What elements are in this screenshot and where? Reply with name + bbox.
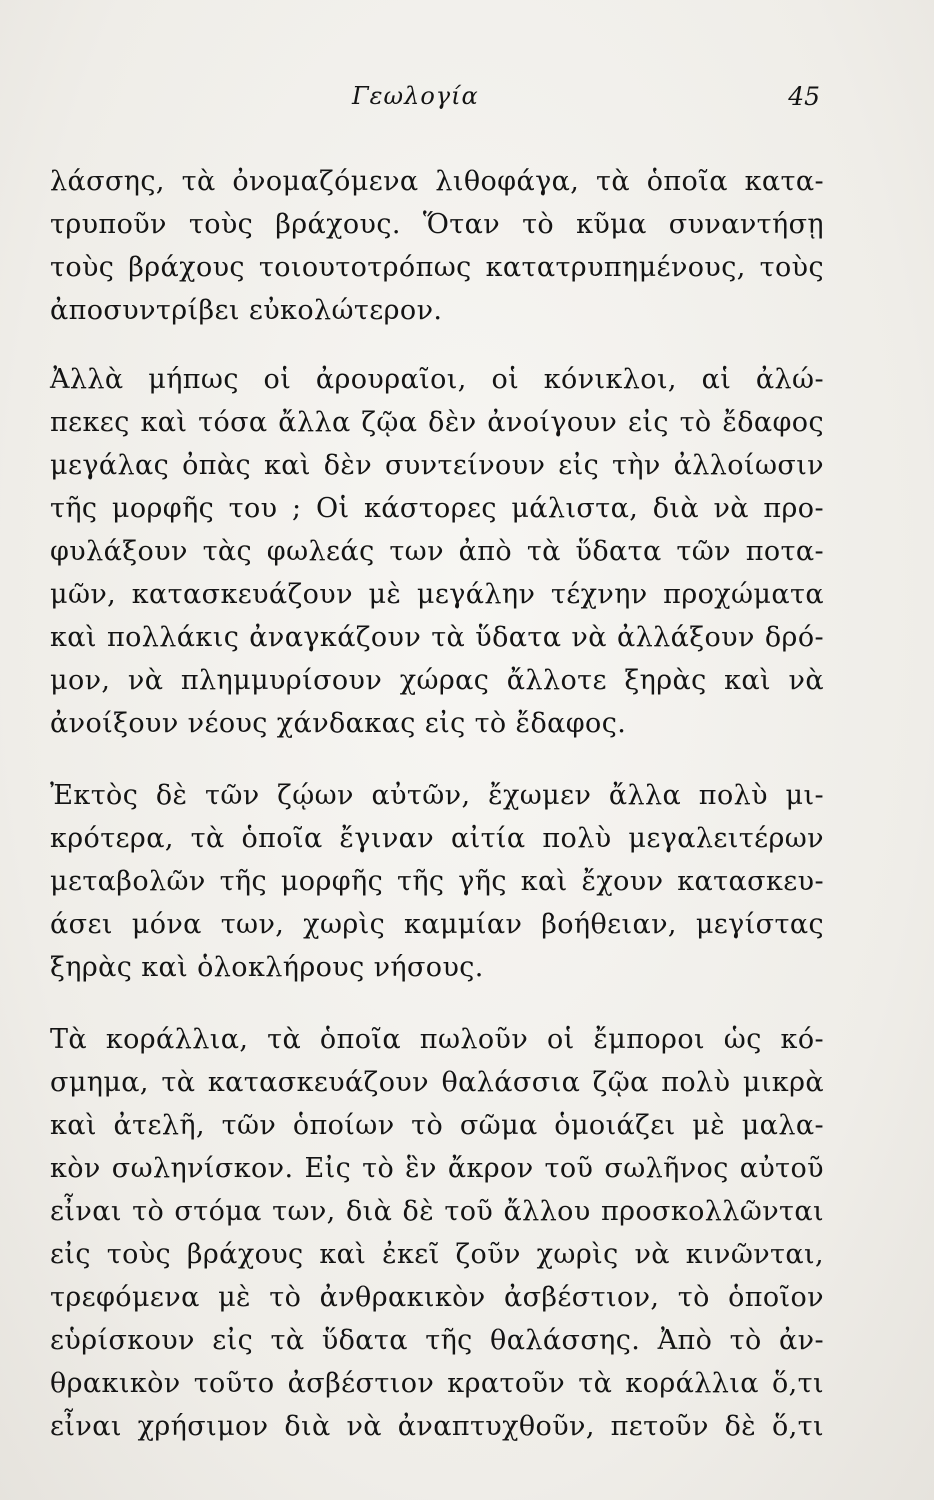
body-text	[50, 160, 824, 1448]
paragraph	[50, 774, 824, 989]
text-line: εὑρίσκουν εἰς τὰ ὕδατα τῆς θαλάσσης. Ἀπὸ τὸ ἀν-	[50, 1325, 824, 1356]
paragraph-gap	[50, 745, 824, 774]
text-line: λάσσης, τὰ ὀνομαζόμενα λιθοφάγα, τὰ ὁποῖα κατα-	[50, 166, 824, 197]
text-line: τρεφόμενα μὲ τὸ ἀνθρακικὸν ἀσβέστιον, τὸ ὁποῖον	[50, 1282, 824, 1313]
text-line: Ἀλλὰ μήπως οἱ ἀρουραῖοι, οἱ κόνικλοι, αἱ ἀλώ-	[50, 364, 824, 395]
text-line: Τὰ κοράλλια, τὰ ὁποῖα πωλοῦν οἱ ἔμποροι ὡς κό-	[50, 1024, 824, 1055]
text-line: εἶναι τὸ στόμα των, διὰ δὲ τοῦ ἄλλου προσκολλῶνται	[50, 1196, 824, 1227]
text-line: πεκες καὶ τόσα ἄλλα ζῷα δὲν ἀνοίγουν εἰς τὸ ἔδαφος	[50, 407, 824, 438]
text-line: ἀνοίξουν νέους χάνδακας εἰς τὸ ἔδαφος.	[50, 708, 627, 739]
paragraph	[50, 358, 824, 745]
text-line: ἀποσυντρίβει εὐκολώτερον.	[50, 295, 443, 326]
text-line: τῆς μορφῆς του ; Οἱ κάστορες μάλιστα, διὰ νὰ προ-	[50, 493, 824, 524]
text-line: μεγάλας ὀπὰς καὶ δὲν συντείνουν εἰς τὴν ἀλλοίωσιν	[50, 450, 824, 481]
text-line: εἰς τοὺς βράχους καὶ ἐκεῖ ζοῦν χωρὶς νὰ κινῶνται,	[50, 1239, 824, 1270]
text-line: Ἐκτὸς δὲ τῶν ζῴων αὐτῶν, ἔχωμεν ἄλλα πολὺ μι-	[50, 780, 824, 811]
paragraph-gap	[50, 989, 824, 1018]
running-title: Γεωλογία	[352, 82, 479, 110]
page-number: 45	[788, 82, 820, 111]
text-line: μεταβολῶν τῆς μορφῆς τῆς γῆς καὶ ἔχουν κατασκευ-	[50, 866, 824, 897]
text-line: θρακικὸν τοῦτο ἀσβέστιον κρατοῦν τὰ κοράλλια ὅ,τι	[50, 1368, 824, 1399]
text-line: τρυποῦν τοὺς βράχους. Ὅταν τὸ κῦμα συναντήσῃ	[50, 209, 824, 240]
text-line: σμημα, τὰ κατασκευάζουν θαλάσσια ζῷα πολὺ μικρὰ	[50, 1067, 824, 1098]
text-line: κὸν σωληνίσκον. Εἰς τὸ ἓν ἄκρον τοῦ σωλῆνος αὐτοῦ	[50, 1153, 824, 1184]
text-line: άσει μόνα των, χωρὶς καμμίαν βοήθειαν, μεγίστας	[50, 909, 824, 940]
page-header	[0, 82, 934, 122]
text-line: ξηρὰς καὶ ὁλοκλήρους νήσους.	[50, 952, 484, 983]
text-line: μον, νὰ πλημμυρίσουν χώρας ἄλλοτε ξηρὰς καὶ νὰ	[50, 665, 824, 696]
text-line: φυλάξουν τὰς φωλεάς των ἀπὸ τὰ ὕδατα τῶν ποτα-	[50, 536, 824, 567]
paragraph	[50, 160, 824, 332]
text-line: καὶ ἀτελῆ, τῶν ὁποίων τὸ σῶμα ὁμοιάζει μὲ μαλα-	[50, 1110, 824, 1141]
text-line: μῶν, κατασκευάζουν μὲ μεγάλην τέχνην προχώματα	[50, 579, 824, 610]
text-line: κρότερα, τὰ ὁποῖα ἔγιναν αἰτία πολὺ μεγαλειτέρων	[50, 823, 824, 854]
text-line: εἶναι χρήσιμον διὰ νὰ ἀναπτυχθοῦν, πετοῦν δὲ ὅ,τι	[50, 1411, 824, 1442]
text-line: τοὺς βράχους τοιουτοτρόπως κατατρυπημένους, τοὺς	[50, 252, 824, 283]
paragraph-gap	[50, 332, 824, 358]
text-line: καὶ πολλάκις ἀναγκάζουν τὰ ὕδατα νὰ ἀλλάξουν δρό-	[50, 622, 824, 653]
paragraph	[50, 1018, 824, 1448]
